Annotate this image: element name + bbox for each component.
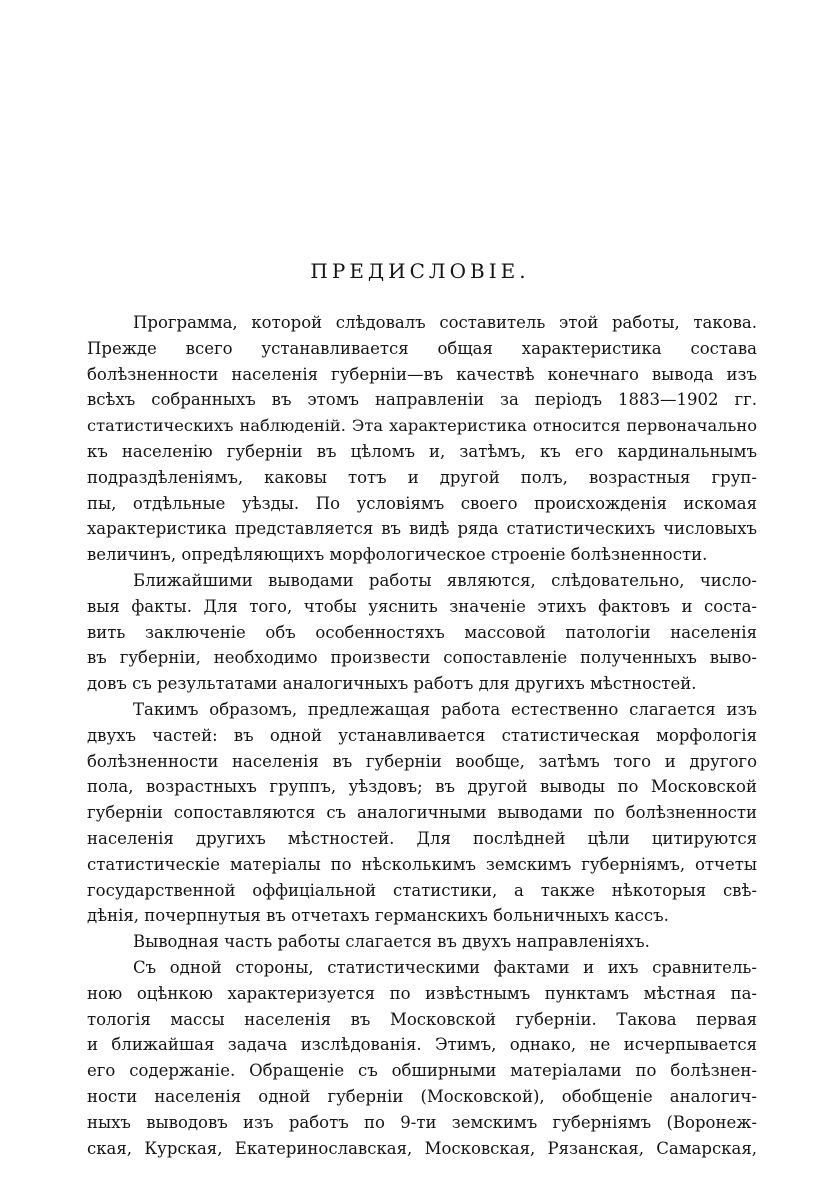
- text-line: Программа, которой слѣдовалъ составитель этой работы, такова.: [133, 313, 757, 332]
- paragraph-1: [87, 310, 757, 568]
- text-line: Прежде всего устанавливается общая характеристика состава: [87, 338, 757, 358]
- text-line: пы, отдѣльные уѣзды. По условіямъ своего происхожденія искомая: [87, 493, 757, 513]
- text-line: Выводная часть работы слагается въ двухъ направленіяхъ.: [133, 932, 650, 952]
- text-line: къ населенію губерніи въ цѣломъ и, затѣмъ, къ его кардинальнымъ: [87, 441, 757, 461]
- text-line: болѣзненности населенія губерніи—въ качествѣ конечнаго вывода изъ: [87, 364, 757, 384]
- text-line: пола, возрастныхъ группъ, уѣздовъ; въ другой выводы по Московской: [87, 777, 757, 797]
- text-line: болѣзненности населенія въ губерніи вообще, затѣмъ того и другого: [87, 751, 757, 771]
- preface-text: [87, 310, 757, 1161]
- text-line: довъ съ результатами аналогичныхъ работъ для другихъ мѣстностей.: [87, 674, 697, 694]
- text-line: населенія другихъ мѣстностей. Для послѣдней цѣли цитируются: [87, 828, 757, 848]
- text-line: статистическихъ наблюденій. Эта характеристика относится первоначально: [87, 416, 757, 436]
- text-line: ною оцѣнкою характеризуется по извѣстнымъ пунктамъ мѣстная па-: [87, 983, 757, 1003]
- text-line: выя факты. Для того, чтобы уяснить значеніе этихъ фактовъ и соста-: [87, 596, 757, 616]
- paragraph-2: [87, 568, 757, 697]
- text-line: всѣхъ собранныхъ въ этомъ направленіи за періодъ 1883—1902 гг.: [87, 390, 757, 410]
- text-line: и ближайшая задача изслѣдованія. Этимъ, однако, не исчерпывается: [87, 1035, 757, 1055]
- paragraph-4: [87, 929, 757, 955]
- text-line: Съ одной стороны, статистическими фактами и ихъ сравнитель-: [133, 957, 757, 977]
- text-line: статистическіе матеріалы по нѣсколькимъ земскимъ губерніямъ, отчеты: [87, 854, 757, 874]
- text-line: характеристика представляется въ видѣ ряда статистическихъ числовыхъ: [87, 519, 757, 539]
- text-line: государственной оффиціальной статистики, а также нѣкоторыя свѣ-: [87, 880, 757, 900]
- text-line: ности населенія одной губерніи (Московской), обобщеніе аналогич-: [87, 1086, 757, 1106]
- text-line: его содержаніе. Обращеніе съ обширными матеріалами по болѣзнен-: [87, 1061, 757, 1081]
- paragraph-5: [87, 955, 757, 1161]
- text-line: тологія массы населенія въ Московской губерніи. Такова первая: [87, 1009, 757, 1029]
- text-line: ныхъ выводовъ изъ работъ по 9-ти земскимъ губерніямъ (Воронеж-: [87, 1112, 757, 1132]
- text-line: губерніи сопоставляются съ аналогичными выводами по болѣзненности: [87, 803, 757, 823]
- text-line: величинъ, опредѣляющихъ морфологическое строеніе болѣзненности.: [87, 545, 708, 565]
- text-line: дѣнія, почерпнутыя въ отчетахъ германскихъ больничныхъ кассъ.: [87, 906, 669, 926]
- text-line: вить заключеніе объ особенностяхъ массовой патологіи населенія: [87, 622, 757, 642]
- text-line: двухъ частей: въ одной устанавливается статистическая морфологія: [87, 725, 757, 745]
- text-line: въ губерніи, необходимо произвести сопоставленіе полученныхъ выво-: [87, 648, 757, 668]
- paragraph-3: [87, 697, 757, 929]
- text-line: ская, Курская, Екатеринославская, Московская, Рязанская, Самарская,: [87, 1138, 757, 1158]
- page-title: ПРЕДИСЛОВІЕ.: [310, 259, 530, 283]
- text-line: Такимъ образомъ, предлежащая работа естественно слагается изъ: [133, 699, 757, 719]
- text-line: подраздѣленіямъ, каковы тотъ и другой полъ, возрастныя груп-: [87, 467, 757, 487]
- text-line: Ближайшими выводами работы являются, слѣдовательно, число-: [133, 570, 757, 590]
